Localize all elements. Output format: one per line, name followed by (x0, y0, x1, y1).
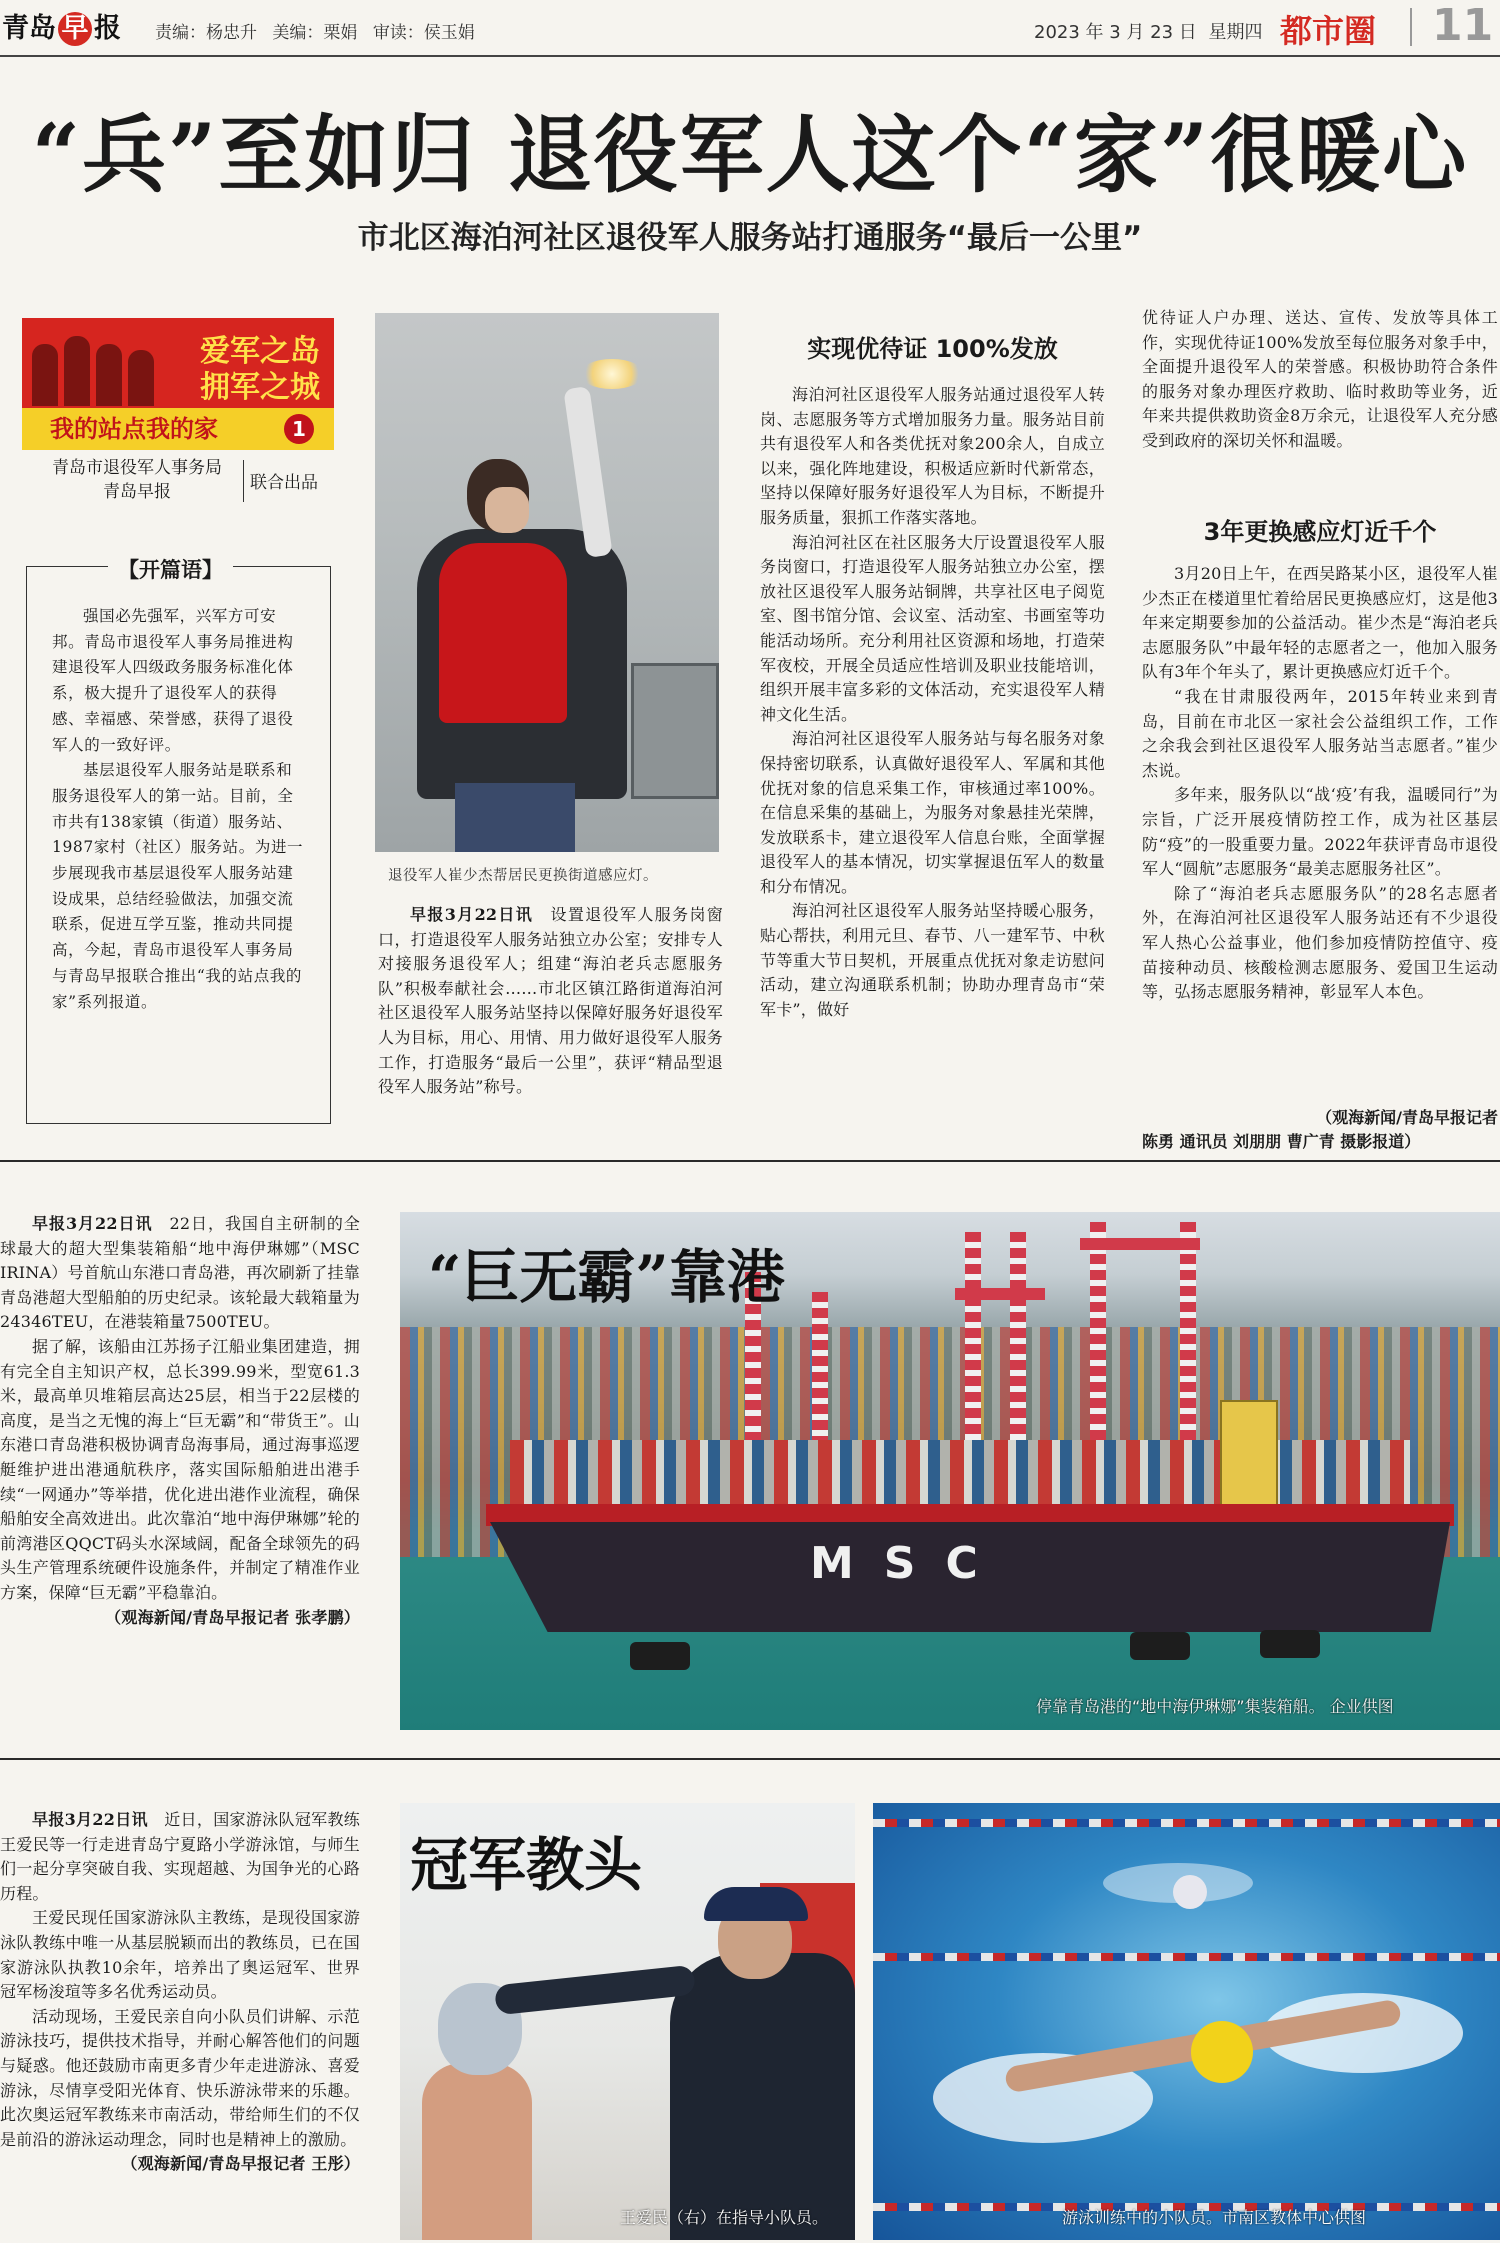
credit-designer: 美编：栗娟 (272, 23, 358, 43)
section-divider (0, 1758, 1500, 1760)
photo-caption: 退役军人崔少杰帮居民更换街道感应灯。 (388, 868, 658, 884)
logo-badge: 早 (58, 12, 92, 46)
crane-boom (955, 1288, 1045, 1300)
photo-title: 冠军教头 (410, 1831, 643, 1899)
body-paragraph: 据了解，该船由江苏扬子江船业集团建造，拥有完全自主知识产权，总长399.99米，型宽61.3米，最高单贝堆箱层高达25层，相当于22层楼的高度，是当之无愧的海上“巨无霸”和“带货王”。山东港口青岛港积极协调青岛海事局，通过海事巡逻艇维护进出港通航秩序，落实国际船舶进出港手续“一网通办”等举措，优化进出港作业流程，确保船舶安全高效进出。此次靠泊“地中海伊琳娜”轮的前湾港区QQCT码头水深域阔，配备全球领先的码头生产管理系统硬件设施条件，并制定了精准作业方案，保障“巨无霸”平稳靠泊。 (0, 1336, 360, 1602)
body-text: 设置退役军人服务岗窗口，打造退役军人服务站独立办公室；安排专人对接服务退役军人；组建“海泊老兵志愿服务队”积极奉献社会……市北区镇江路街道海泊河社区退役军人服务站坚持以保障好服务好退役军人为目标，用心、用情、用力做好退役军人服务工作，打造服务“最后一公里”，获评“精品型退役军人服务站”称号。 (378, 905, 724, 1097)
editor-credits (155, 18, 485, 43)
body-paragraph: “我在甘肃服役两年，2015年转业来到青岛，目前在市北区一家社会公益组织工作，工作之余我会到社区退役军人服务站当志愿者。”崔少杰说。 (1142, 686, 1498, 780)
lane-rope (873, 1819, 1500, 1827)
person-legs (455, 783, 575, 852)
section-heading: 3年更换感应灯近千个 (1203, 518, 1437, 546)
article-column (378, 903, 723, 1100)
credit-review: 审读：侯玉娟 (372, 23, 475, 43)
coach-cap (704, 1887, 808, 1921)
body-paragraph: 海泊河社区在社区服务大厅设置退役军人服务岗窗口，打造退役军人服务站独立办公室，摆放社区退役军人服务站铜牌，共享社区电子阅览室、图书馆分馆、会议室、活动室、书画室等功能活动场所。充分利用社区资源和场地，打造荣军夜校，开展全员适应性培训及职业技能培训，组织开展丰富多彩的文体活动，充实退役军人精神文化生活。 (760, 532, 1105, 724)
swimmer-cap (1173, 1875, 1207, 1909)
byline: （观海新闻/青岛早报记者 王彤） (121, 2154, 360, 2174)
body-text: 近日，国家游泳队冠军教练王爱民等一行走进青岛宁夏路小学游泳馆，与师生们一起分享突破自我、实现超越、为国争光的心路历程。 (0, 1810, 361, 1903)
byline: （观海新闻/青岛早报记者 张孝鹏） (105, 1607, 360, 1627)
soldier-silhouette (128, 350, 154, 406)
crane (1180, 1222, 1196, 1472)
ship-bridge (1220, 1400, 1278, 1514)
newspaper-logo (2, 6, 121, 46)
tugboat (1130, 1632, 1190, 1660)
body-paragraph: 多年来，服务队以“战‘疫’有我，温暖同行”为宗旨，广泛开展疫情防控工作，成为社区基层防“疫”的一股重要力量。2022年获评青岛市退役军人“圆航”志愿服务“最美志愿服务社区”。 (1142, 785, 1498, 879)
crane (965, 1232, 981, 1472)
byline-text: （观海新闻/青岛早报记者 (1316, 1108, 1498, 1127)
page-subtitle: 市北区海泊河社区退役军人服务站打通服务“最后一公里” (357, 220, 1143, 256)
body-paragraph: 海泊河社区退役军人服务站坚持暖心服务，贴心帮扶，利用元旦、春节、八一建军节、中秋节等重大节日契机，开展重点优抚对象走访慰问活动，建立沟通联系机制；协助办理青岛市“荣军卡”，做好 (760, 901, 1105, 1019)
soldier-silhouette (96, 344, 122, 406)
crane-boom (1080, 1238, 1200, 1250)
series-name: 我的站点我的家 (50, 415, 218, 443)
article-column (1142, 306, 1498, 454)
article-column (0, 1808, 360, 2177)
banner-slogan-1: 爱军之岛 (200, 334, 320, 369)
dateline: 早报3月22日讯 (410, 905, 534, 924)
coach-jacket (670, 1953, 855, 2240)
article-column (0, 1212, 360, 1630)
issue-date (1034, 18, 1269, 44)
body-paragraph: 优待证人户办理、送达、宣传、发放等具体工作，实现优待证100%发放至每位服务对象手中，全面提升退役军人的荣誉感。积极协助符合条件的服务对象办理医疗救助、临时救助等业务，近年来共提供救助资金8万余元，让退役军人充分感受到政府的深切关怀和温暖。 (1142, 308, 1498, 450)
electric-box (631, 663, 719, 799)
soldier-silhouette (64, 336, 90, 406)
body-paragraph: 活动现场，王爱民亲自向小队员们讲解、示范游泳技巧，提供技术指导，并耐心解答他们的问题与疑惑。他还鼓励市南更多青少年走进游泳、喜爱游泳，尽情享受阳光体育、快乐游泳带来的乐趣。此次奥运冠军教练来市南活动，带给师生们的不仅是前沿的游泳运动理念，同时也是精神上的激励。 (0, 2006, 360, 2149)
section-name: 都市圈 (1280, 12, 1377, 50)
body-paragraph: 3月20日上午，在西吴路某小区，退役军人崔少杰正在楼道里忙着给居民更换感应灯，这是他3年来定期要参加的公益活动。崔少杰是“海泊老兵志愿服务队”中最年轻的志愿者之一，他加入服务队有3年个年头了，累计更换感应灯近千个。 (1142, 564, 1498, 682)
body-paragraph: 海泊河社区退役军人服务站通过退役军人转岗、志愿服务等方式增加服务力量。服务站目前共有退役军人和各类优抚对象200余人，自成立以来，强化阵地建设，积极适应新时代新常态，坚持以保障好服务好退役军人为目标，不断提升服务质量，狠抓工作落实落地。 (760, 385, 1105, 527)
tugboat (1260, 1630, 1320, 1658)
page-title: “兵”至如归 退役军人这个“家”很暖心 (31, 105, 1469, 204)
byline (1142, 1106, 1498, 1154)
tugboat (630, 1642, 690, 1670)
series-number: 1 (284, 414, 314, 444)
header-rule (0, 55, 1500, 57)
banner-slogan-2: 拥军之城 (200, 370, 320, 405)
section-divider (0, 1160, 1500, 1162)
body-paragraph: 王爱民现任国家游泳队主教练，是现役国家游泳队教练中唯一从基层脱颖而出的教练员，已在国家游泳队执教10余年，培养出了奥运冠军、世界冠军杨浚瑄等多名优秀运动员。 (0, 1908, 360, 2002)
logo-text: 青岛 (2, 13, 56, 44)
photo-caption: 游泳训练中的小队员。市南区教体中心供图 (1062, 2208, 1367, 2227)
dateline: 早报3月22日讯 (32, 1810, 148, 1829)
logo-text: 报 (94, 13, 121, 44)
volunteer-photo (375, 313, 719, 852)
org-name: 青岛早报 (103, 482, 171, 502)
red-vest (439, 543, 567, 723)
joint-label: 联合出品 (250, 473, 318, 493)
child-body (422, 2063, 532, 2240)
body-text: 22日，我国自主研制的全球最大的超大型集装箱船“地中海伊琳娜”（MSC IRINA）号首航山东港口青岛港，再次刷新了挂靠青岛港超大型船舶的历史纪录。该轮最大载箱量为24346TEU，在港装箱量7500TEU。 (0, 1214, 361, 1332)
producer-orgs (32, 456, 242, 504)
photo-caption: 王爱民（右）在指导小队员。 (620, 2208, 829, 2227)
article-column (1142, 562, 1498, 1005)
series-banner (22, 318, 334, 450)
article-column (760, 383, 1105, 1022)
lane-rope (873, 1953, 1500, 1961)
section-heading: 实现优待证 100%发放 (807, 335, 1058, 363)
dateline: 早报3月22日讯 (32, 1214, 153, 1233)
photo-caption: 停靠青岛港的“地中海伊琳娜”集装箱船。 企业供图 (1036, 1697, 1394, 1716)
swimmer-cap (1191, 2021, 1253, 2083)
ship-marking: MSC (810, 1538, 1008, 1589)
pool-photo (873, 1803, 1500, 2240)
intro-text (52, 604, 306, 1015)
page-number: 11 (1432, 0, 1494, 51)
body-paragraph: 除了“海泊老兵志愿服务队”的28名志愿者外，在海泊河社区退役军人服务站还有不少退役军人热心公益事业，他们参加疫情防控值守、疫苗接种动员、核酸检测志愿服务、爱国卫生运动等，弘扬志愿服务精神，彰显军人本色。 (1142, 883, 1498, 1002)
header-divider (1410, 8, 1412, 46)
crane (1010, 1232, 1026, 1472)
body-paragraph: 海泊河社区退役军人服务站与每名服务对象保持密切联系，认真做好退役军人、军属和其他优抚对象的信息采集工作，审核通过率100%。在信息采集的基础上，为服务对象悬挂光荣牌，发放联系卡，建立退役军人信息台账，全面掌握退役军人的基本情况，切实掌握退伍军人的数量和分布情况。 (760, 729, 1105, 896)
coach-arm (494, 1965, 696, 2016)
person-face (485, 487, 529, 533)
credit-editor: 责编：杨忠升 (155, 23, 257, 43)
org-name: 青岛市退役军人事务局 (52, 458, 222, 478)
intro-paragraph: 强国必先强军，兴军方可安邦。青岛市退役军人事务局推进构建退役军人四级政务服务标准化体系，极大提升了退役军人的获得感、幸福感、荣誉感，获得了退役军人的一致好评。 (52, 607, 294, 754)
weekday-text: 星期四 (1208, 22, 1263, 43)
intro-title: 【开篇语】 (108, 554, 233, 584)
org-divider (243, 460, 244, 502)
date-text: 2023 年 3 月 23 日 (1034, 22, 1197, 43)
intro-paragraph: 基层退役军人服务站是联系和服务退役军人的第一站。目前，全市共有138家镇（街道）服务站、1987家村（社区）服务站。为进一步展现我市基层退役军人服务站建设成果，总结经验做法，加强交流联系，促进互学互鉴，推动共同提高，今起，青岛市退役军人事务局与青岛早报联合推出“我的站点我的家”系列报道。 (52, 761, 304, 1011)
photo-title: “巨无霸”靠港 (428, 1243, 785, 1311)
sensor-lamp (580, 359, 644, 389)
soldier-silhouette (32, 344, 58, 406)
byline-text: 陈勇 通讯员 刘朋朋 曹广青 摄影报道） (1142, 1132, 1421, 1151)
